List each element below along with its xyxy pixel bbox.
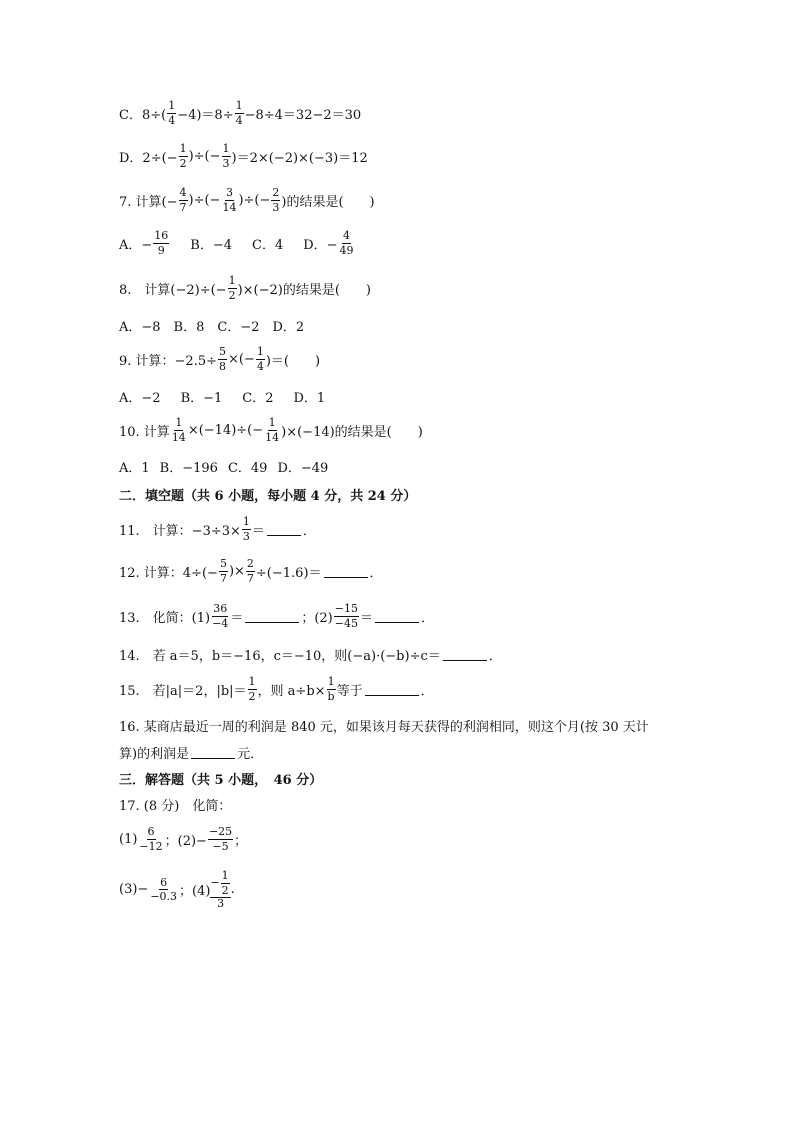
fraction: $\frac{2}{3}$ bbox=[272, 186, 280, 214]
answer-blank[interactable] bbox=[365, 683, 419, 696]
question-8: 8. 计算(−2)÷(− $\frac{1}{2}$ )×(−2)的结果是( ) bbox=[119, 274, 371, 302]
fraction: $\frac{1}{3}$ bbox=[242, 515, 250, 543]
fraction: $\frac{36}{-4}$ bbox=[212, 602, 229, 630]
fraction: $\frac{1}{4}$ bbox=[168, 99, 176, 127]
fraction: $\frac{6}{-12}$ bbox=[139, 825, 163, 853]
fraction: $\frac{1}{14}$ bbox=[171, 416, 186, 444]
question-17-parts-3-4: (3)− $\frac{6}{-0.3}$ ；(4) − $\frac{1}{2}$ 3 . bbox=[119, 869, 235, 911]
fraction: $\frac{1}{b}$ bbox=[327, 675, 335, 703]
answer-blank[interactable] bbox=[191, 746, 235, 759]
fraction: $\frac{1}{2}$ bbox=[228, 274, 236, 302]
fraction: $\frac{4}{49}$ bbox=[339, 229, 354, 257]
question-16-line-1: 16. 某商店最近一周的利润是 840 元，如果该月每天获得的利润相同，则这个月(按 30 天计 bbox=[119, 720, 649, 735]
section-2-heading: 二．填空题（共 6 小题，每小题 4 分，共 24 分） bbox=[119, 489, 417, 504]
fraction: $\frac{1}{14}$ bbox=[265, 416, 280, 444]
question-7: 7. 计算(− $\frac{4}{7}$ )÷(− $\frac{3}{14}$ )÷(− $\frac{2}{3}$ )的结果是( ) bbox=[119, 186, 375, 214]
nested-fraction: − $\frac{1}{2}$ 3 bbox=[210, 869, 229, 911]
question-14: 14. 若 a＝5，b＝−16，c＝−10，则(−a)·(−b)÷c＝ ． bbox=[119, 649, 502, 664]
question-9: 9. 计算：−2.5÷ $\frac{5}{8}$ ×(− $\frac{1}{4}$ )＝( ) bbox=[119, 345, 321, 373]
question-7-options: A．− $\frac{16}{9}$ B．−4 C．4 D．− $\frac{4}{49}$ bbox=[119, 229, 354, 257]
answer-blank[interactable] bbox=[245, 610, 299, 623]
answer-blank[interactable] bbox=[375, 610, 419, 623]
fraction: $\frac{16}{9}$ bbox=[154, 229, 169, 257]
fraction: $\frac{1}{4}$ bbox=[235, 99, 243, 127]
option-d-line: D．2÷(− $\frac{1}{2}$ )÷(− $\frac{1}{3}$ )＝2×(−2)×(−3)＝12 bbox=[119, 142, 368, 170]
answer-blank[interactable] bbox=[324, 565, 368, 578]
option-c-line: C．8÷( $\frac{1}{4}$ −4)＝8÷ $\frac{1}{4}$ −8÷4＝32−2＝30 bbox=[119, 99, 362, 127]
question-9-options: A．−2 B．−1 C．2 D．1 bbox=[119, 391, 326, 406]
fraction: $\frac{5}{8}$ bbox=[219, 345, 226, 373]
fraction: $\frac{5}{7}$ bbox=[219, 557, 227, 585]
question-13: 13. 化简：(1) $\frac{36}{-4}$ ＝ ；(2) $\frac{-15}{-45}$ ＝ ． bbox=[119, 602, 434, 630]
fraction: $\frac{3}{14}$ bbox=[222, 186, 237, 214]
fraction: $\frac{1}{2}$ bbox=[179, 142, 187, 170]
fraction: $\frac{4}{7}$ bbox=[179, 186, 187, 214]
fraction: $\frac{1}{4}$ bbox=[256, 345, 264, 373]
section-3-heading: 三．解答题（共 5 小题， 46 分） bbox=[119, 773, 323, 788]
question-15: 15. 若|a|＝2，|b|＝ $\frac{1}{2}$ ，则 a÷b× $\frac{1}{b}$ 等于 ． bbox=[119, 675, 434, 703]
fraction: $\frac{1}{2}$ bbox=[248, 675, 256, 703]
question-8-options: A．−8 B．8 C．−2 D．2 bbox=[119, 320, 305, 335]
fraction: $\frac{1}{3}$ bbox=[222, 142, 230, 170]
fraction: $\frac{-15}{-45}$ bbox=[334, 602, 358, 630]
fraction: $\frac{2}{7}$ bbox=[246, 557, 254, 585]
question-17: 17. (8 分) 化简： bbox=[119, 799, 232, 814]
fraction: $\frac{-25}{-5}$ bbox=[208, 825, 233, 853]
question-10-options: A．1 B．−196 C．49 D．−49 bbox=[119, 461, 329, 476]
fraction: $\frac{1}{2}$ bbox=[221, 869, 229, 897]
fraction: $\frac{6}{-0.3}$ bbox=[150, 875, 178, 904]
question-16-line-2: 算)的利润是 元． bbox=[119, 747, 264, 762]
answer-blank[interactable] bbox=[443, 648, 487, 661]
question-11: 11. 计算：−3÷3× $\frac{1}{3}$ ＝ ． bbox=[119, 515, 316, 543]
question-17-parts-1-2: (1) $\frac{6}{-12}$ ；(2)− $\frac{-25}{-5}$ ； bbox=[119, 825, 248, 853]
question-12: 12. 计算：4÷(− $\frac{5}{7}$ )× $\frac{2}{7}$ ÷(−1.6)＝ ． bbox=[119, 557, 383, 585]
question-10: 10. 计算 $\frac{1}{14}$ ×(−14)÷(− $\frac{1}{14}$ )×(−14)的结果是( ) bbox=[119, 416, 423, 444]
answer-blank[interactable] bbox=[267, 523, 301, 536]
